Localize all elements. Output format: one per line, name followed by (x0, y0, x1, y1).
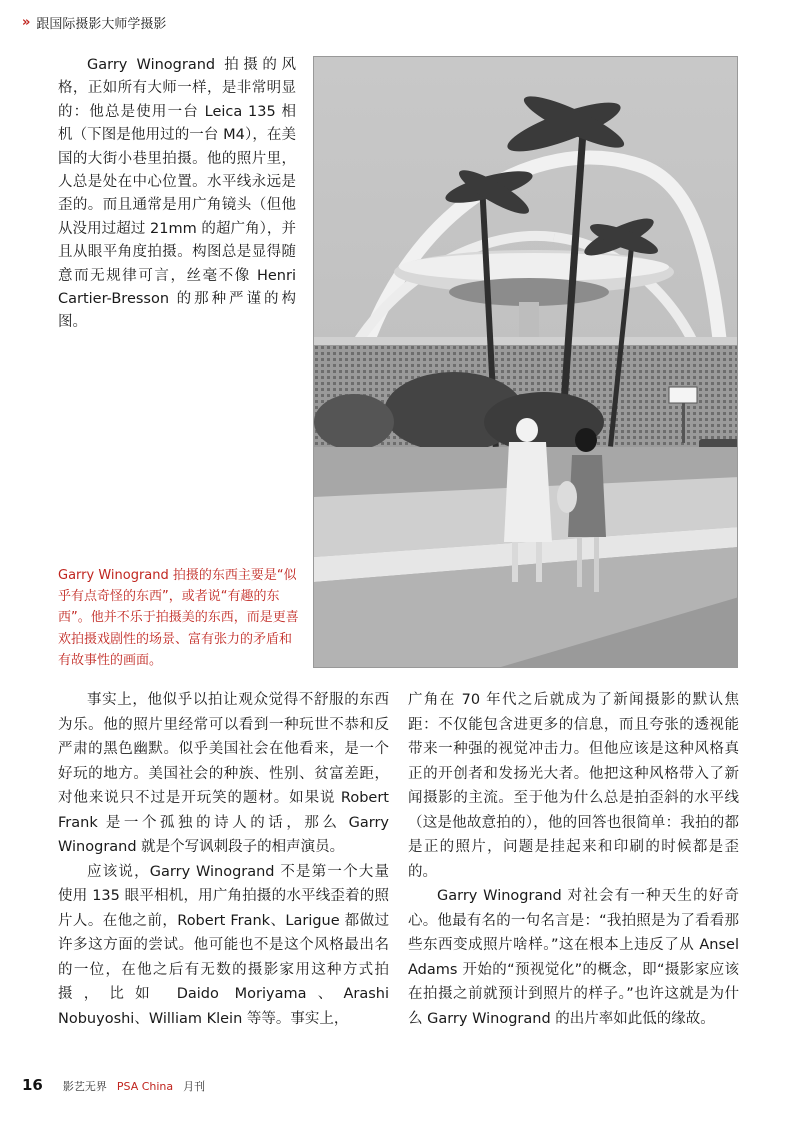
body-column-left (58, 688, 389, 1031)
intro-text: Garry Winogrand 拍摄的风格，正如所有大师一样，是非常明显的：他总是使用一台 Leica 135 相机（下图是他用过的一台 M4），在美国的大街小巷里拍摄。他的照片里，人总是处在中心位置。水平线永远是歪的。而且通常是用广角镜头（但他从没用过超过 21mm 的超广角），并且从眼平角度拍摄。构图总是显得随意而无规律可言，丝毫不像 Henri Cartier-Bresson 的那种严谨的构图。 (58, 57, 296, 331)
double-chevron-icon: » (22, 14, 29, 30)
paragraph: Garry Winogrand 对社会有一种天生的好奇心。他最有名的一句名言是：“我拍照是为了看看那些东西变成照片啥样。”这在根本上违反了从 Ansel Adams 开始的“预视觉化”的概念，即“摄影家应该在拍摄之前就预计到照片的样子。”也许这就是为什么 Garry Winogrand 的出片率如此低的缘故。 (408, 888, 739, 1027)
psa-label: PSA China (116, 1080, 174, 1093)
body-column-right (408, 688, 739, 1031)
photo-caption (58, 565, 302, 671)
paragraph: 广角在 70 年代之后就成为了新闻摄影的默认焦距：不仅能包含进更多的信息，而且夸张的透视能带来一种强的视觉冲击力。但他应该是这种风格真正的开创者和发扬光大者。他把这种风格带入了新闻摄影的主流。至于他为什么总是拍歪斜的水平线（这是他故意拍的），他的回答也很简单：我拍的都是正的照片，问题是挂起来和印刷的时候都是歪的。 (408, 692, 739, 880)
paragraph: 事实上，他似乎以拍让观众觉得不舒服的东西为乐。他的照片里经常可以看到一种玩世不恭和反严肃的黑色幽默。似乎美国社会在他看来，是一个好玩的地方。美国社会的种族、性别、贫富差距，对他来说只不过是开玩笑的题材。如果说 Robert Frank 是一个孤独的诗人的话，那么 Garry Winogrand 就是个写讽刺段子的相声演员。 (58, 692, 389, 855)
period-label: 月刊 (183, 1080, 206, 1093)
caption-text: Garry Winogrand 拍摄的东西主要是“似乎有点奇怪的东西”，或者说“有趣的东西”。他并不乐于拍摄美的东西，而是更喜欢拍摄戏剧性的场景、富有张力的矛盾和有故事性的画面。 (58, 568, 299, 668)
publication-brand (63, 1078, 205, 1094)
publication-name: 影艺无界 (62, 1080, 107, 1093)
paragraph: 应该说，Garry Winogrand 不是第一个大量使用 135 眼平相机，用广角拍摄的水平线歪着的照片人。在他之前，Robert Frank、Larigue 都做过许多这方面的尝试。他可能也不是这个风格最出名的一位，在他之后有无数的摄影家用这种方式拍摄，比如 Daido Moriyama、Arashi Nobuyoshi、William Klein 等等。事实上， (58, 863, 389, 1027)
page-footer (22, 1076, 205, 1096)
section-title: 跟国际摄影大师学摄影 (36, 16, 167, 32)
photograph-theme-building (313, 56, 738, 668)
page-number: 16 (22, 1076, 43, 1094)
intro-paragraph (58, 54, 296, 335)
running-header (22, 10, 166, 34)
